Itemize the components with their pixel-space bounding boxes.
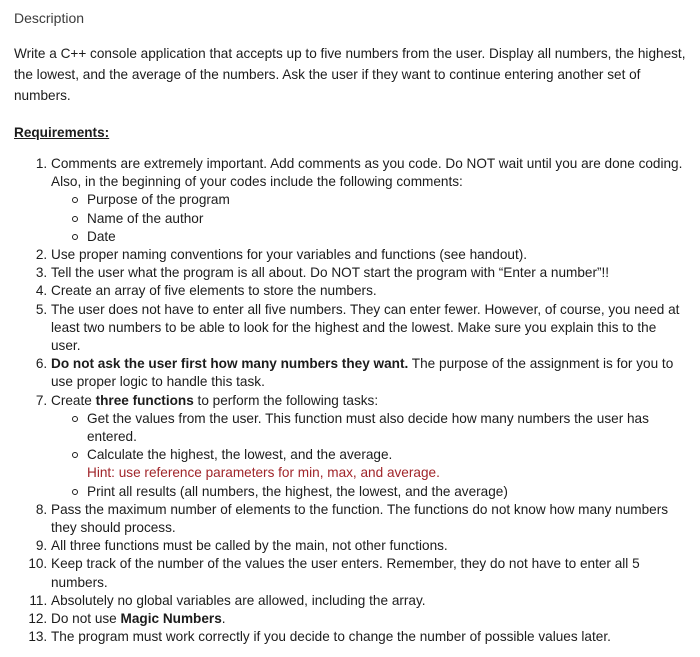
requirement-item-2 xyxy=(51,246,688,264)
requirement-bold-text: Magic Numbers xyxy=(120,611,222,627)
requirement-item-13 xyxy=(51,628,688,646)
requirement-item-7 xyxy=(51,392,688,501)
requirement-item-11 xyxy=(51,592,688,610)
requirements-heading: Requirements: xyxy=(14,125,110,140)
requirement-text: Pass the maximum number of elements to the function. The functions do not know how many numbers they should process. xyxy=(51,501,669,536)
requirement-text: The user does not have to enter all five numbers. They can enter fewer. However, of course, you need at least two numbers to be able to look for the highest and the lowest. Make sure you explain this to the user. xyxy=(51,301,680,354)
function-tasks-list xyxy=(51,410,688,501)
requirement-item-3 xyxy=(51,264,688,282)
requirement-text: All three functions must be called by the main, not other functions. xyxy=(51,538,448,554)
hint-text: Hint: use reference parameters for min, max, and average. xyxy=(87,465,440,481)
requirement-text: The program must work correctly if you decide to change the number of possible values later. xyxy=(51,629,611,645)
sub-list-item: Get the values from the user. This function must also decide how many numbers the user has entered. xyxy=(87,410,688,446)
requirement-text: Do not use xyxy=(51,611,121,627)
requirement-bold-text: three functions xyxy=(95,392,194,408)
requirement-item-5 xyxy=(51,301,688,356)
sub-list-item: Print all results (all numbers, the highest, the lowest, and the average) xyxy=(87,483,688,501)
sub-list-item xyxy=(87,446,688,482)
requirement-item-10 xyxy=(51,555,688,591)
requirement-text: Comments are extremely important. Add comments as you code. Do NOT wait until you are done coding. Also, in the beginning of your codes include the following comments: xyxy=(51,156,683,190)
requirement-item-9 xyxy=(51,537,688,555)
description-paragraph: Write a C++ console application that accepts up to five numbers from the user. Display all numbers, the highest, the lowest, and the average of the numbers. Ask the user if they want to continue entering another set of numbers. xyxy=(14,46,686,103)
requirement-item-8 xyxy=(51,501,688,537)
requirements-list xyxy=(14,155,688,646)
requirement-text: to perform the following tasks: xyxy=(193,392,379,408)
requirement-item-6 xyxy=(51,355,688,391)
sub-list-item: Purpose of the program xyxy=(87,191,688,209)
comment-items-list xyxy=(51,191,688,246)
requirement-bold-text: Do not ask the user first how many numbers they want. xyxy=(51,356,409,372)
requirement-text: Use proper naming conventions for your variables and functions (see handout). xyxy=(51,247,528,263)
requirement-text: Create xyxy=(51,392,96,408)
sub-list-item-text: Calculate the highest, the lowest, and the average. xyxy=(87,447,393,463)
requirement-item-4 xyxy=(51,282,688,300)
requirement-text: Tell the user what the program is all about. Do NOT start the program with “Enter a number”!! xyxy=(51,265,610,281)
sub-list-item: Name of the author xyxy=(87,210,688,228)
section-title: Description xyxy=(14,10,85,26)
sub-list-item: Date xyxy=(87,228,688,246)
requirement-text: The purpose of the assignment is for you to use proper logic to handle this task. xyxy=(51,356,674,390)
requirement-text: Absolutely no global variables are allowed, including the array. xyxy=(51,592,426,608)
requirement-item-12 xyxy=(51,610,688,628)
requirement-text: Create an array of five elements to store the numbers. xyxy=(51,283,377,299)
requirement-item-1 xyxy=(51,155,688,246)
requirement-text: Keep track of the number of the values the user enters. Remember, they do not have to enter all 5 numbers. xyxy=(51,556,640,590)
requirement-text: . xyxy=(221,611,226,627)
